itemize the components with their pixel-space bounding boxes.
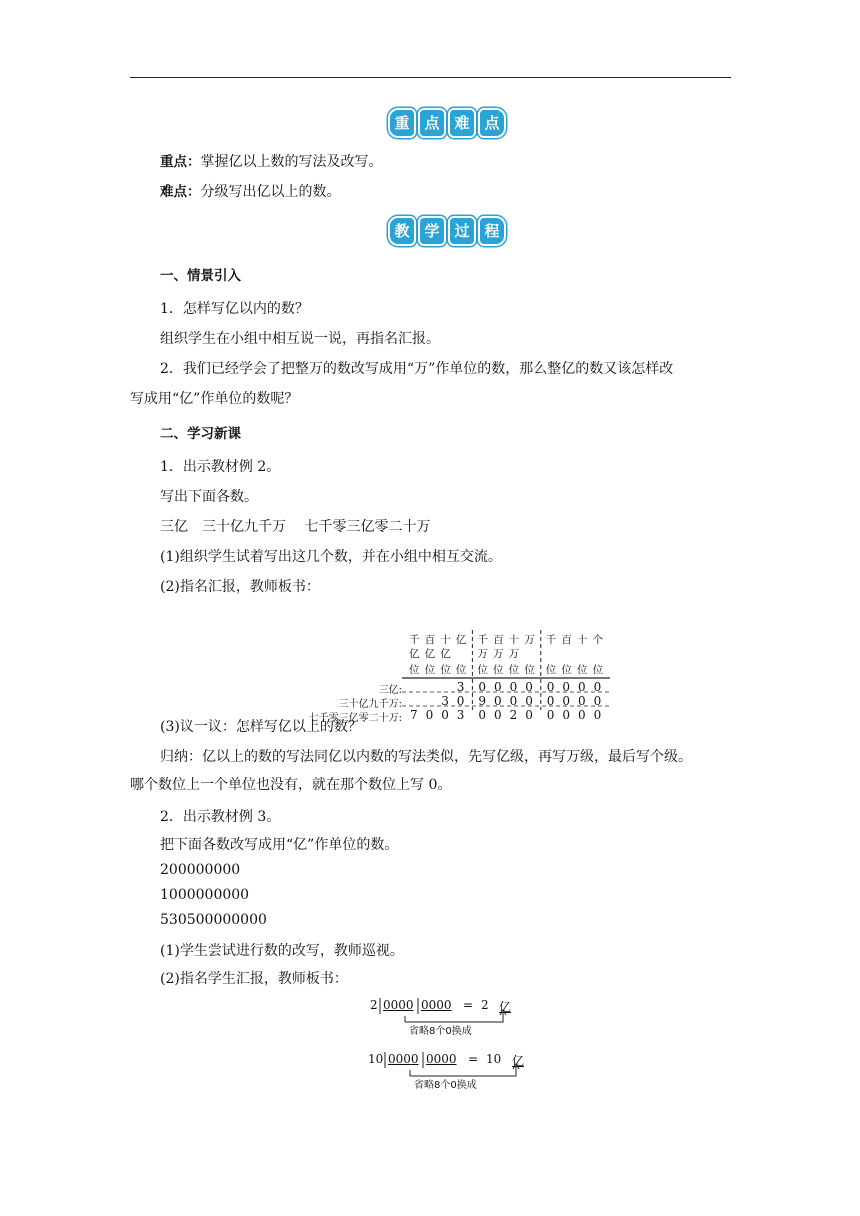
rewrite-unit: 亿 [499,1000,512,1014]
badge-char: 学 [418,216,446,246]
paragraph: 把下面各数改写成用“亿”作单位的数。 [160,837,399,853]
paragraph: 写成用“亿”作单位的数呢？ [130,391,299,407]
place-header: 百 [424,634,436,646]
paragraph: (1)组织学生试着写出这几个数，并在小组中相互交流。 [160,549,502,565]
difficult-label: 难点： [160,184,201,200]
paragraph: (3)议一议：怎样写亿以上的数？ [160,719,362,735]
place-digit: 0 [578,680,586,694]
place-digit: 0 [509,694,518,708]
place-header: 位 [508,664,520,676]
place-header: 位 [561,664,572,676]
place-digit: 0 [494,708,502,722]
rewrite-group: 0000 [388,1052,419,1066]
place-digit: 0 [525,680,533,694]
row-label: 三十亿九千万: [338,699,402,710]
paragraph: 2．出示教材例 3。 [160,809,281,825]
rewrite-lead: 2 [370,998,378,1012]
paragraph: 归纳：亿以上的数的写法同亿以内数的写法类似，先写亿级，再写万级，最后写个级。 [160,749,692,765]
place-digit: 9 [478,694,487,708]
place-header: 位 [424,664,436,676]
key-points-badge [388,108,506,138]
rewrite-result: 10 [486,1052,502,1066]
difficult-point [160,180,341,201]
important-point [160,150,383,171]
rewrite-note: 省略8个0换成 [414,1080,477,1091]
number-line: 530500000000 [160,912,267,928]
place-header: 位 [545,664,557,676]
place-digit: 0 [578,694,586,708]
place-digit: 0 [593,694,602,708]
place-header: 百 [561,634,572,646]
place-digit: 0 [546,680,555,694]
badge-char: 点 [478,108,506,138]
place-digit: 3 [456,680,465,694]
place-digit: 0 [578,708,586,722]
place-header: 亿 [440,648,451,660]
important-label: 重点： [160,154,201,170]
rewrite-diagram-1 [370,998,530,1044]
rewrite-arrow [368,1052,528,1098]
badge-char: 难 [448,108,476,138]
difficult-text: 分级写出亿以上的数。 [200,184,341,200]
place-digit: 0 [562,708,571,722]
place-header: 位 [493,664,504,676]
paragraph: 1．出示教材例 2。 [160,459,281,475]
place-digit: 0 [509,680,518,694]
paragraph: (2)指名汇报，教师板书： [160,579,320,595]
place-header: 十 [440,634,451,646]
header-rule [130,77,731,78]
place-digit: 7 [410,708,418,722]
place-header: 亿 [455,634,467,646]
rewrite-group: 0000 [426,1052,457,1066]
place-digit: 0 [494,680,502,694]
place-digit: 3 [456,708,465,722]
place-digit: 0 [525,708,533,722]
place-digit: 0 [546,694,555,708]
place-header: 个 [592,634,604,646]
place-header: 千 [545,634,557,646]
badge-char: 程 [478,216,506,246]
place-header: 位 [524,664,535,676]
place-digit: 0 [546,708,555,722]
rewrite-diagram-2 [368,1052,528,1098]
paragraph: 1．怎样写亿以内的数？ [160,301,309,317]
rewrite-group: 0000 [421,998,452,1012]
place-digit: 0 [593,680,602,694]
place-header: 千 [409,634,420,646]
rewrite-note: 省略8个0换成 [409,1026,472,1037]
place-header: 百 [493,634,504,646]
place-digit: 0 [478,708,487,722]
paragraph: (2)指名学生汇报，教师板书： [160,971,348,987]
section-1-title: 一、情景引入 [160,268,241,284]
badge-char: 教 [388,216,416,246]
paragraph: 哪个数位上一个单位也没有，就在那个数位上写 0。 [130,777,452,793]
teaching-process-badge [388,216,506,246]
place-digit: 2 [509,708,518,722]
place-header: 万 [477,648,488,660]
badge-char: 重 [388,108,416,138]
badge-char: 点 [418,108,446,138]
place-digit: 0 [593,708,602,722]
paragraph: (1)学生尝试进行数的改写，教师巡视。 [160,943,404,959]
place-digit: 0 [441,708,449,722]
place-digit: 0 [478,680,487,694]
paragraph: 写出下面各数。 [160,489,258,505]
place-header: 位 [592,664,604,676]
place-value-table [282,628,612,724]
place-header: 万 [524,634,535,646]
place-digit: 0 [494,694,502,708]
place-digit: 0 [456,694,465,708]
rewrite-equals: = [463,998,474,1012]
paragraph: 2．我们已经学会了把整万的数改写成用“万”作单位的数，那么整亿的数又该怎样改 [160,361,674,377]
place-header: 十 [577,634,588,646]
important-text: 掌握亿以上数的写法及改写。 [200,154,383,170]
number-line: 1000000000 [160,887,250,903]
place-header: 位 [477,664,488,676]
paragraph: 组织学生在小组中相互说一说，再指名汇报。 [160,331,440,347]
row-label: 三亿: [378,685,402,696]
place-header: 亿 [409,648,420,660]
section-2-title: 二、学习新课 [160,426,241,442]
place-header: 位 [577,664,588,676]
place-header: 万 [508,648,520,660]
place-header: 十 [508,634,520,646]
place-header: 位 [409,664,420,676]
place-digit: 0 [562,680,571,694]
rewrite-result: 2 [481,998,489,1012]
rewrite-unit: 亿 [512,1054,525,1068]
rewrite-group: 0000 [383,998,414,1012]
paragraph: 三亿 三十亿九千万 七千零三亿零二十万 [160,519,431,535]
place-header: 亿 [424,648,436,660]
rewrite-lead: 10 [368,1052,384,1066]
number-line: 200000000 [160,862,241,878]
rewrite-arrow [370,998,530,1044]
place-digit: 0 [425,708,434,722]
rewrite-equals: = [468,1052,479,1066]
place-header: 位 [455,664,467,676]
place-header: 千 [477,634,488,646]
row-label: 七千零三亿零二十万: [308,713,402,724]
place-digit: 3 [441,694,449,708]
place-header: 位 [440,664,451,676]
place-header: 万 [493,648,504,660]
place-digit: 0 [562,694,571,708]
badge-char: 过 [448,216,476,246]
place-digit: 0 [525,694,533,708]
